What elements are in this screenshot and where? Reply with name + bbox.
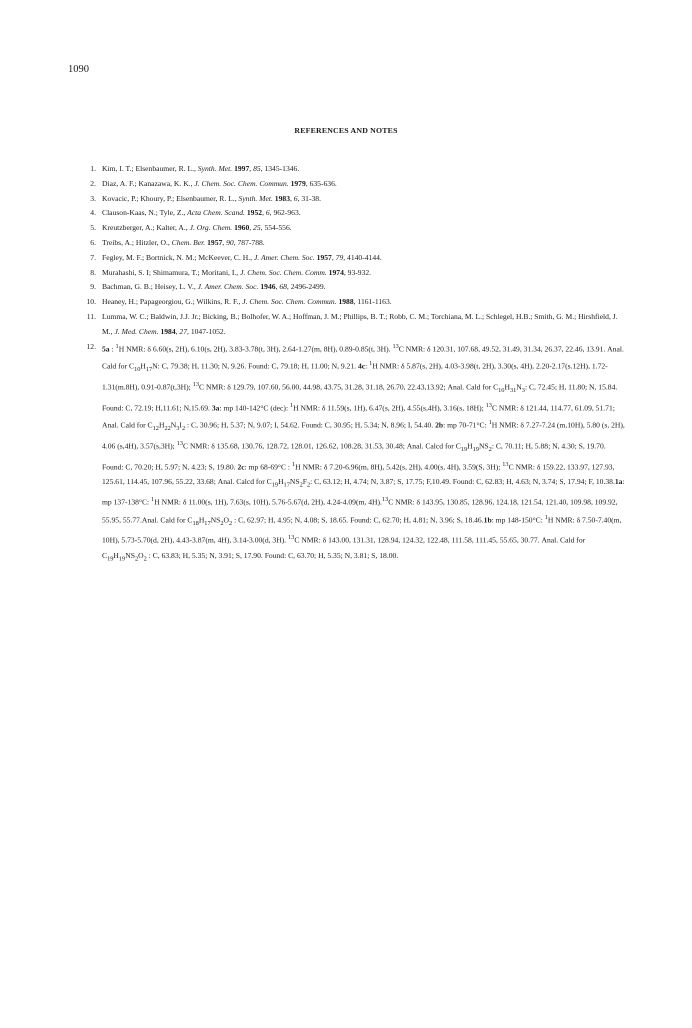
reference-number: 8 . [84,266,96,281]
reference-item [84,192,626,207]
reference-pages: 1345-1346. [264,164,300,173]
reference-pages: 1161-1163. [357,297,392,307]
reference-volume: 25 [253,223,261,233]
reference-list [84,162,626,567]
reference-text: Diaz, A. F.; Kanazawa, K. K., J. Chem. Soc. Chem. Commun. 1979, 635-636. [102,178,337,188]
reference-text: Heaney, H.; Papageorgiou, G.; Wilkins, R. F., J. Chem. Soc. Chem. Commun. 1988, 1161-1163. [102,297,392,307]
reference-journal: Synth. Met. [238,193,273,203]
reference-pages: 93-932. [347,267,372,277]
reference-journal: J. Amer. Chem. Soc. [253,252,315,262]
reference-journal: J. Amer. Chem. Soc. [197,282,259,292]
section-heading: REFERENCES AND NOTES [294,126,398,135]
reference-journal: J. Chem. Soc. Chem. Commun. [242,297,337,307]
reference-item [84,162,626,177]
reference-year: 1952 [246,208,263,218]
reference-number: 4 . [84,206,96,221]
reference-text: Bachman, G. B.; Heisey, L. V., J. Amer. Chem. Soc. 1946, 68, 2496-2499. [102,282,326,292]
reference-pages: 635-636. [309,178,337,188]
reference-journal: J. Med. Chem. [114,326,159,336]
reference-journal: J. Org. Chem. [189,223,233,233]
reference-item [84,177,626,192]
reference-pages: 962-963. [273,208,301,218]
reference-authors: Kovacic, P.; Khoury, P.; Elsenbaumer, R. L., [102,193,239,203]
reference-number: 2 . [84,177,96,192]
reference-authors: Bachman, G. B.; Heisey, L. V., [102,282,198,292]
reference-text: Fegley, M. F.; Bortnick, N. M.; McKeever, C. H., J. Amer. Chem. Soc. 1957, 79, 4140-4144. [102,252,382,262]
reference-number: 7 . [84,251,96,266]
reference-volume: 79 [335,252,344,262]
reference-journal: Acta Chem. Scand. [187,208,245,218]
reference-item [84,280,626,295]
reference-text: Kreutzberger, A.; Kalter, A., J. Org. Chem. 1960, 25, 554-556. [102,223,292,233]
reference-pages: 1047-1052. [190,326,226,336]
reference-year: 1988 [338,297,354,307]
reference-year: 1974 [328,267,344,277]
reference-item [84,221,626,236]
reference-authors: Kreutzberger, A.; Kalter, A., [102,223,190,233]
reference-year: 1997 [234,164,250,173]
reference-number: 3 . [84,192,96,207]
reference-item [84,310,626,340]
reference-authors: Murahashi, S. I; Shimamura, T.; Moritani, I., [102,267,241,277]
reference-authors: Kim, I. T.; Elsenbaumer, R. L., [102,164,198,173]
reference-pages: 2496-2499. [290,282,326,292]
reference-authors: Fegley, M. F.; Bortnick, N. M.; McKeever, C. H., [102,252,254,262]
reference-authors: Clauson-Kaas, N.; Tyle, Z., [102,208,188,218]
reference-number: 6 . [84,236,96,251]
reference-year: 1946 [260,282,276,292]
reference-number: 1 . [84,162,96,177]
reference-text: Kim, I. T.; Elsenbaumer, R. L., Synth. Met. 1997, 85, 1345-1346. [102,164,300,173]
reference-authors: Lumma, W. C.; Baldwin, J.J. Jr.; Bicking, B.; Bolhofer, W. A.; Hoffman, J. M.; Phillips, B. T.; Robb, C. M.; Torchiana, M. L.; Schlegel, H.B.; Smith, G. M.; Hirshfield, J. M., [102,311,618,336]
reference-item [84,236,626,251]
reference-text: Murahashi, S. I; Shimamura, T.; Moritani, I., J. Chem. Soc. Chem. Comm. 1974, 93-932. [102,267,372,277]
reference-volume: 85 [253,164,261,173]
reference-item [84,295,626,310]
reference-number: 10 . [84,295,96,310]
reference-year: 1984 [160,326,176,336]
reference-year: 1979 [290,178,306,188]
reference-authors: Treibs, A.; Hitzler, O., [102,237,172,247]
reference-pages: 4140-4144. [347,252,382,262]
reference-pages: 787-788. [237,237,265,247]
reference-item [84,340,626,567]
reference-year: 1957 [207,237,223,247]
reference-volume: 27 [179,326,188,336]
reference-item [84,251,626,266]
page-number: 1090 [68,64,89,75]
reference-journal: J. Chem. Soc. Chem. Comm. [240,267,327,277]
reference-experimental-note: 5a : $^1$H NMR: δ 6.60(s, 2H), 6.10(s, 2H), 3.83-3.78(t, 3H), 2.64-1.27(m, 8H), 0.89-0.85(t, 3H). $^{13}$C NMR: δ 120.31, 107.68, 49.52, 31.49, 31.34, 26.37, 22.46, 13.91. Anal. Cald for $C_{10}H_{17}N$: C, 79.38; H, 11.30; N, 9.26. Found: C, 79.18; H, 11.00; N, 9.21. 4c: $^1$H NMR: δ 5.87(s, 2H), 4.03-3.98(t, 2H), 3.30(s, 4H), 2.20-2.17(s.12H), 1.72-1.31(m.8H), 0.91-0.87(t,3H); $^{13}$C NMR: δ 129.79, 107.60, 56.00, 44.98, 43.75, 31.28, 31.18, 26.70, 22.43,13.92; Anal. Cald for $C_{16}H_{31}N_3$: C, 72.45; H, 11.80; N, 15.84. Found: C, 72.19; H,11.61; N,15.69. 3a: mp 140-142°C (dec): $^1$H NMR: δ 11.59(s, 1H), 6.47(s, 2H), 4.55(s,4H), 3.16(s, 18H); $^{13}$C NMR: δ 121.44, 114.77, 61.09, 51.71; Anal. Cald for $C_{12}H_{22}N_3I_2$ : C, 30.96; H, 5.37; N, 9.07; I, 54.62. Found: C, 30.95; H, 5.34; N, 8.96; I, 54.40. 2b: mp 70-71°C: $^1$H NMR: δ 7.27-7.24 (m,10H), 5.80 (s, 2H), 4.06 (s,4H), 3.57(s,3H); $^{13}$C NMR: δ 135.68, 130.76, 128.72, 128.01, 126.62, 108.28, 31.53, 30.48; Anal. Calcd for $C_{19}H_{19}NS_2$: C, 70.11; H, 5.88; N, 4.30; S, 19.70. Found: C, 70.20; H, 5.97; N, 4.23; S, 19.80. 2c: mp 68-69°C : $^1$H NMR: δ 7.20-6.96(m, 8H), 5.42(s, 2H), 4.00(s, 4H), 3.59(S, 3H); $^{13}$C NMR: δ 159.22, 133.97, 127.93, 125.61, 114.45, 107.96, 55.22, 33.68; Anal. Calcd for $C_{19}H_{17}NS_2F_2$: C, 63.12; H, 4.74; N, 3.87; S, 17.75; F,10.49. Found: C, 62.83; H, 4.63; N, 3.74; S, 17.94; F, 10.38.1a: mp 137-138°C: $^1$H NMR: δ 11.00(s, 1H), 7.63(s, 10H), 5.76-5.67(d, 2H), 4.24-4.09(m, 4H).$^{13}$C NMR: δ 143.95, 130.85, 128.96, 124.18, 121.54, 121.40, 109.98, 109.92, 55.95, 55.77.Anal. Cald for $C_{18}H_{17}NS_2O_2$ : C, 62.97; H, 4.95; N, 4.08; S, 18.65. Found: C, 62.70; H, 4.81; N, 3.96; S, 18.46.1b: mp 148-150°C: $^1$H NMR: δ 7.50-7.40(m, 10H), 5.73-5.70(d, 2H), 4.43-3.87(m, 4H), 3.14-3.00(d, 3H). $^{13}$C NMR: δ 143.00, 131.31, 128.94, 124.32, 122.48, 111.58, 111.45, 55.65, 30.77. Anal. Cald for $C_{19}H_{19}NS_2O_2$ : C, 63.83; H, 5.35; N, 3.91; S, 17.90. Found: C, 63.70; H, 5.35; N, 3.81; S, 18.00. [102,342,625,563]
reference-number: 5 . [84,221,96,236]
reference-volume: 68 [279,282,287,292]
reference-authors: Heaney, H.; Papageorgiou, G.; Wilkins, R. F., [102,297,243,307]
reference-number: 12 . [84,340,96,355]
reference-year: 1960 [234,223,250,233]
reference-volume: 6 [293,193,298,203]
reference-text: Kovacic, P.; Khoury, P.; Elsenbaumer, R. L., Synth. Met. 1983, 6, 31-38. [102,193,321,203]
reference-number: 9 . [84,280,96,295]
reference-text: Clauson-Kaas, N.; Tyle, Z., Acta Chem. Scand. 1952, 6, 962-963. [102,208,301,218]
reference-year: 1983 [274,193,290,203]
reference-item [84,266,626,281]
reference-authors: Diaz, A. F.; Kanazawa, K. K., [102,178,195,188]
reference-number: 11 . [84,310,96,325]
reference-journal: Synth. Met. [197,164,233,173]
reference-journal: Chem. Ber. [171,237,206,247]
reference-pages: 554-556. [264,223,292,233]
reference-journal: J. Chem. Soc. Chem. Commun. [194,178,289,188]
reference-text: Lumma, W. C.; Baldwin, J.J. Jr.; Bicking, B.; Bolhofer, W. A.; Hoffman, J. M.; Phillips, B. T.; Robb, C. M.; Torchiana, M. L.; Schlegel, H.B.; Smith, G. M.; Hirshfield, J. M., J. Med. Chem. 1984, 27, 1047-1052. [102,311,618,336]
reference-volume: 6 [265,208,270,218]
reference-item [84,206,626,221]
reference-text: Treibs, A.; Hitzler, O., Chem. Ber. 1957, 90, 787-788. [102,237,265,247]
reference-volume: 90 [226,237,234,247]
reference-year: 1957 [316,252,332,262]
reference-pages: 31-38. [301,193,321,203]
